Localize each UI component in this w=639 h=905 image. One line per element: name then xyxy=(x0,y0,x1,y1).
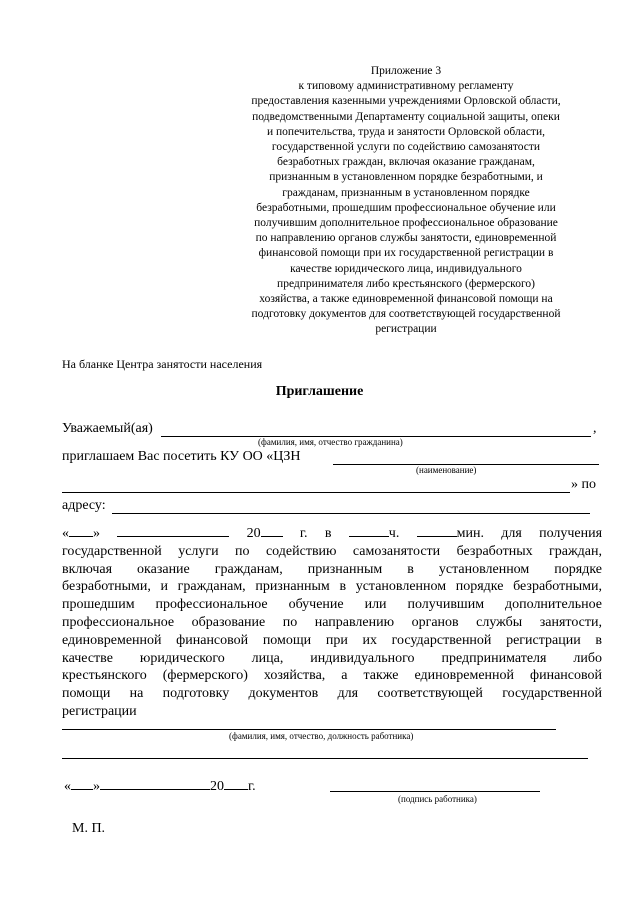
center-name-caption: (наименование) xyxy=(416,465,477,475)
date-month-blank[interactable] xyxy=(100,777,210,790)
stamp-place: М. П. xyxy=(72,821,106,836)
date-day-blank[interactable] xyxy=(71,777,93,790)
body-row-1: « » 20 г. в ч. мин. для получения xyxy=(62,526,602,541)
worker-name-line[interactable] xyxy=(62,729,556,730)
appendix-line: и попечительства, труда и занятости Орловской области, xyxy=(267,125,545,138)
appendix-line: по направлению органов службы занятости, единовременной xyxy=(255,232,557,245)
appendix-line: подготовку документов для соответствующей государственной xyxy=(251,308,561,321)
minute-blank[interactable] xyxy=(417,524,457,537)
appendix-line: гражданам, признанным в установленном порядке xyxy=(282,186,530,199)
body-row: безработными, и гражданам, признанным в установленном порядке безработными, xyxy=(62,579,602,595)
appendix-line: финансовой помощи при их государственной регистрации в xyxy=(258,247,554,260)
date-quote-open: « xyxy=(64,779,71,794)
signature-caption: (подпись работника) xyxy=(398,794,477,804)
day-blank[interactable] xyxy=(69,524,93,537)
year-blank[interactable] xyxy=(261,524,283,537)
body-row: качестве юридического лица, индивидуального предпринимателя либо xyxy=(62,650,602,666)
worker-extra-line[interactable] xyxy=(62,758,588,759)
body-row: государственной услуги по содействию самозанятости безработных граждан, xyxy=(62,543,602,559)
body-row-last: регистрации xyxy=(62,703,137,719)
body-row: прошедшим профессиональное обучение или получившим дополнительное xyxy=(62,597,602,613)
dear-label: Уважаемый(ая) xyxy=(62,421,153,436)
date-quote-close: » xyxy=(93,779,100,794)
invitation-body xyxy=(62,524,602,721)
address-line[interactable] xyxy=(112,513,590,514)
appendix-header xyxy=(230,64,582,338)
appendix-line: признанным в установленном порядке безработными, и xyxy=(269,171,543,184)
appendix-line: безработными, прошедшим профессиональное обучение или xyxy=(256,201,556,214)
appendix-line: подведомственными Департаменту социальной защиты, опеки xyxy=(252,110,560,123)
date-year-prefix: 20 xyxy=(210,779,224,794)
appendix-line: к типовому административному регламенту xyxy=(298,80,514,93)
body-row: крестьянского (фермерского) хозяйства, а также единовременной финансовой xyxy=(62,668,602,684)
appendix-line: хозяйства, а также единовременной финансовой помощи на xyxy=(259,293,553,306)
date-field xyxy=(64,777,256,795)
appendix-line: предпринимателя либо крестьянского (фермерского) xyxy=(277,277,535,290)
date-year-blank[interactable] xyxy=(224,777,248,790)
body-row: профессиональное образование по направлению органов службы занятости, xyxy=(62,614,602,630)
citizen-name-caption: (фамилия, имя, отчество гражданина) xyxy=(258,437,403,447)
address-label: адресу: xyxy=(62,498,106,513)
appendix-line: качестве юридического лица, индивидуального xyxy=(290,262,522,275)
appendix-line: регистрации xyxy=(375,323,437,336)
appendix-line: предоставления казенными учреждениями Орловской области, xyxy=(251,95,561,108)
comma: , xyxy=(593,421,597,436)
po-label: » по xyxy=(571,477,596,492)
appendix-line: государственной услуги по содействию самозанятости xyxy=(271,141,541,154)
invite-label: приглашаем Вас посетить КУ ОО «ЦЗН xyxy=(62,449,301,464)
body-row: помощи на подготовку документов для соответствующей государственной xyxy=(62,686,602,702)
signature-line[interactable] xyxy=(330,791,540,792)
center-name-continued-line[interactable] xyxy=(62,492,570,493)
appendix-line: Приложение 3 xyxy=(370,65,442,77)
month-blank[interactable] xyxy=(117,524,229,537)
appendix-line: безработных граждан, включая оказание гражданам, xyxy=(277,156,535,169)
appendix-line: получившим дополнительное профессиональное образование xyxy=(254,217,558,230)
document-title: Приглашение xyxy=(275,384,364,399)
body-row: единовременной финансовой помощи при их государственной регистрации в xyxy=(62,632,602,648)
worker-name-caption: (фамилия, имя, отчество, должность работника) xyxy=(229,731,414,741)
body-row: включая оказание гражданам, признанным в установленном порядке xyxy=(62,561,602,577)
date-year-suffix: г. xyxy=(248,779,256,794)
hour-blank[interactable] xyxy=(349,524,389,537)
letterhead-note: На бланке Центра занятости населения xyxy=(62,357,263,371)
